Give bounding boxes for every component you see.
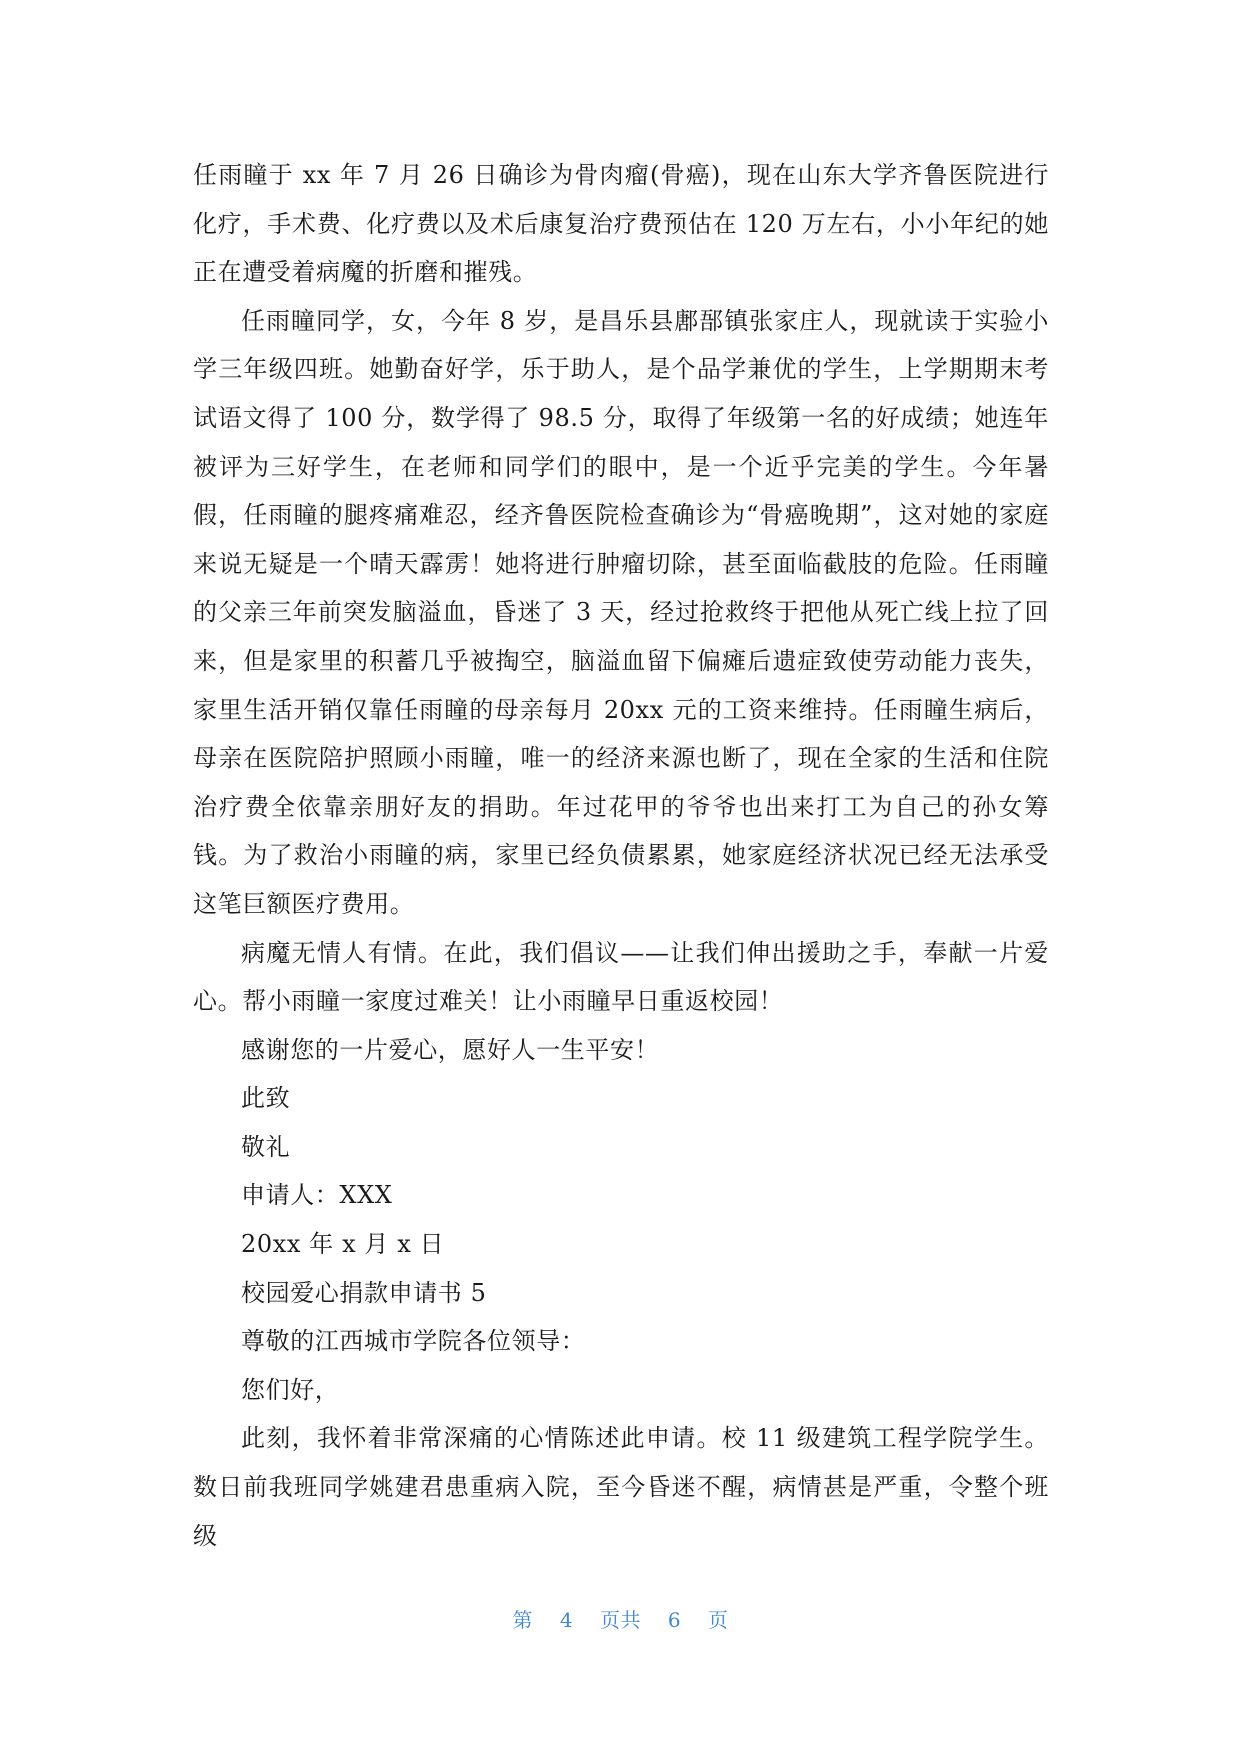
footer-ye: 页 — [707, 1608, 729, 1632]
footer-page-number: 4 — [559, 1608, 574, 1632]
paragraph-student-background: 任雨瞳同学，女，今年 8 岁，是昌乐县鄌郚镇张家庄人，现就读于实验小学三年级四班。她勤奋好学，乐于助人，是个品学兼优的学生，上学期期末考试语文得了 100 分，数学得了 98.5 分，取得了年级第一名的好成绩；她连年被评为三好学生，在老师和同学们的眼中，是一个近乎完美的学生。今年暑假，任雨瞳的腿疼痛难忍，经齐鲁医院检查确诊为“骨癌晚期”，这对她的家庭来说无疑是一个晴天霹雳！她将进行肿瘤切除，甚至面临截肢的危险。任雨瞳的父亲三年前突发脑溢血，昏迷了 3 天，经过抢救终于把他从死亡线上拉了回来，但是家里的积蓄几乎被掏空，脑溢血留下偏瘫后遗症致使劳动能力丧失，家里生活开销仅靠任雨瞳的母亲每月 20xx 元的工资来维持。任雨瞳生病后，母亲在医院陪护照顾小雨瞳，唯一的经济来源也断了，现在全家的生活和住院治疗费全依靠亲朋好友的捐助。年过花甲的爷爷也出来打工为自己的孙女筹钱。为了救治小雨瞳的病，家里已经负债累累，她家庭经济状况已经无法承受这笔巨额医疗费用。 — [193, 306, 1049, 918]
section-title: 校园爱心捐款申请书 5 — [241, 1278, 487, 1307]
footer-total-pages: 6 — [667, 1608, 682, 1632]
page-footer — [0, 1604, 1241, 1633]
footer-ye-gong: 页共 — [600, 1608, 641, 1632]
document-body — [193, 151, 1049, 1560]
line-closing-1: 此致 — [241, 1084, 291, 1113]
line-greeting: 您们好， — [241, 1375, 340, 1404]
paragraph-appeal: 病魔无情人有情。在此，我们倡议——让我们伸出援助之手，奉献一片爱心。帮小雨瞳一家度过难关！让小雨瞳早日重返校园！ — [193, 938, 1049, 1016]
footer-di: 第 — [512, 1608, 534, 1632]
line-closing-2: 敬礼 — [241, 1132, 291, 1161]
paragraph-statement: 此刻，我怀着非常深痛的心情陈述此申请。校 11 级建筑工程学院学生。数日前我班同学姚建君患重病入院，至今昏迷不醒，病情甚是严重，令整个班级 — [193, 1424, 1049, 1550]
line-date: 20xx 年 x 月 x 日 — [241, 1230, 445, 1259]
line-salutation: 尊敬的江西城市学院各位领导： — [241, 1327, 586, 1356]
line-thanks: 感谢您的一片爱心，愿好人一生平安！ — [241, 1035, 660, 1064]
line-applicant: 申请人：XXX — [241, 1181, 393, 1210]
paragraph-diagnosis: 任雨瞳于 xx 年 7 月 26 日确诊为骨肉瘤(骨癌)，现在山东大学齐鲁医院进行化疗，手术费、化疗费以及术后康复治疗费预估在 120 万左右，小小年纪的她正在遭受着病魔的折磨和摧残。 — [193, 161, 1049, 287]
